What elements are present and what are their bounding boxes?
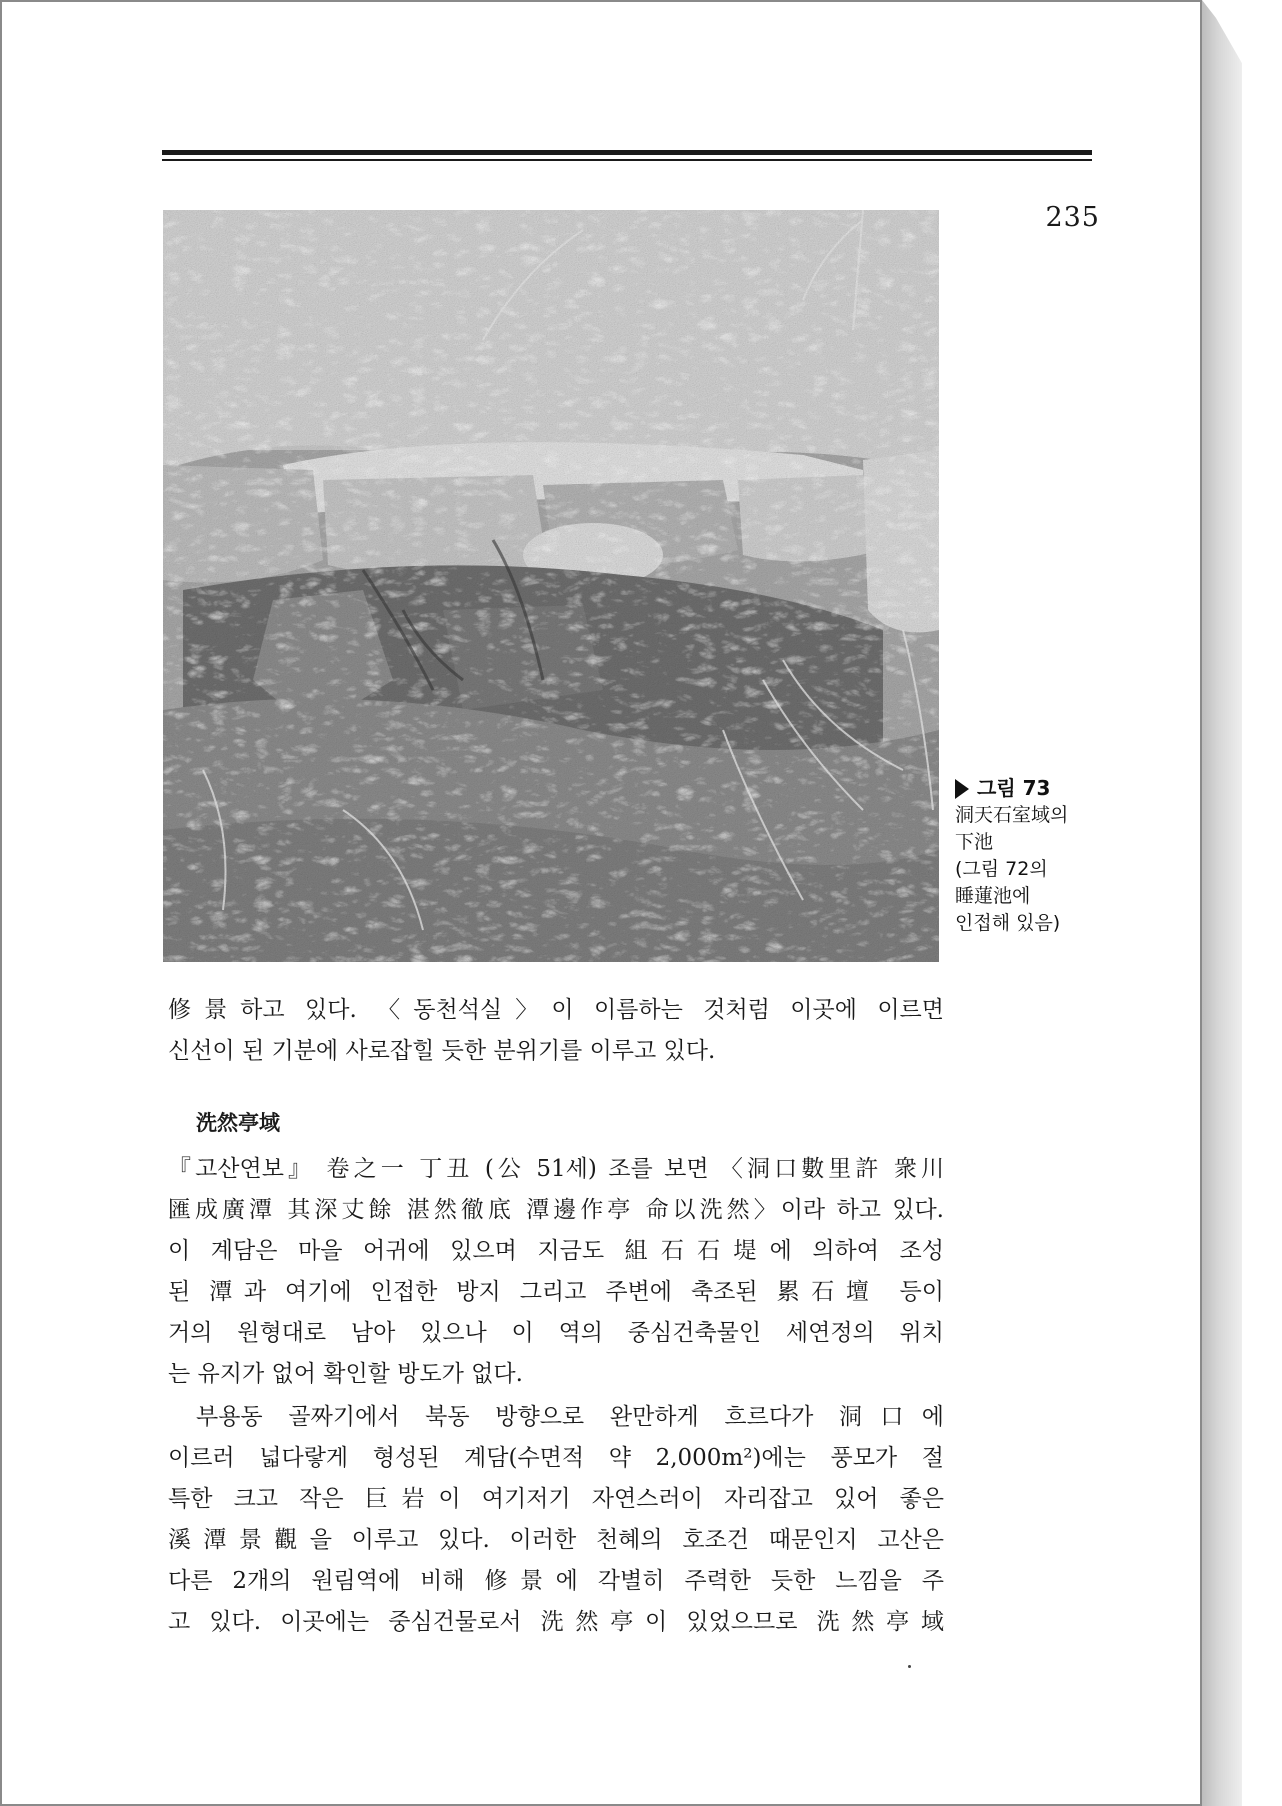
text-line: 신선이 된 기분에 사로잡힐 듯한 분위기를 이루고 있다. (168, 1038, 716, 1064)
page-speck (908, 1665, 911, 1668)
figure-label (955, 775, 1105, 802)
section-heading: 洗然亭域 (196, 1111, 280, 1135)
text-line: 거의 원형대로 남아 있으나 이 역의 중심건축물인 세연정의 위치 (168, 1320, 944, 1346)
text-line: 고 있다. 이곳에는 중심건물로서 洗然亭이 있었으므로 洗然亭域 (168, 1609, 944, 1635)
text-line: 부용동 골짜기에서 북동 방향으로 완만하게 흐르다가 洞口에 (196, 1404, 944, 1430)
text-line: 특한 크고 작은 巨岩이 여기저기 자연스러이 자리잡고 있어 좋은 (168, 1486, 944, 1512)
paragraph-2 (168, 1397, 944, 1643)
text-line: 된 潭과 여기에 인접한 방지 그리고 주변에 축조된 累石壇 등이 (168, 1279, 944, 1305)
caption-line: (그림 72의 (955, 858, 1048, 880)
text-line: 이르러 넓다랗게 형성된 계담(수면적 약 2,000m²)에는 풍모가 절 (168, 1445, 944, 1471)
text-line: 溪潭景觀을 이루고 있다. 이러한 천혜의 호조건 때문인지 고산은 (168, 1527, 944, 1553)
caption-line: 下池 (955, 831, 994, 853)
text-line: 匯成廣潭 其深丈餘 湛然徹底 潭邊作亭 命以洗然〉이라 하고 있다. (168, 1197, 944, 1223)
triangle-pointer-icon (955, 779, 969, 799)
text-line: 修景하고 있다. 〈동천석실〉이 이름하는 것처럼 이곳에 이르면 (168, 997, 944, 1023)
text-line: 는 유지가 없어 확인할 방도가 없다. (168, 1361, 523, 1387)
paragraph-1 (168, 1149, 944, 1395)
caption-line: 睡蓮池에 (955, 885, 1031, 907)
header-rule-thin (162, 159, 1092, 161)
page-edge-shadow (1202, 0, 1242, 1806)
caption-line: 인접해 있음) (955, 912, 1061, 934)
text-line: 이 계담은 마을 어귀에 있으며 지금도 組石石堤에 의하여 조성 (168, 1238, 944, 1264)
caption-line: 洞天石室域의 (955, 804, 1069, 826)
figure-label-text: 그림 73 (977, 776, 1051, 800)
figure-photo (163, 210, 939, 962)
text-line: 『고산연보』 卷之一 丁丑 (公 51세) 조를 보면 〈洞口數里許 衆川 (168, 1156, 944, 1182)
figure-caption (955, 775, 1105, 937)
text-line: 다른 2개의 원림역에 비해 修景에 각별히 주력한 듯한 느낌을 주 (168, 1568, 944, 1594)
header-rule-thick (162, 150, 1092, 155)
page-number: 235 (1045, 202, 1100, 233)
intro-paragraph (168, 990, 944, 1072)
